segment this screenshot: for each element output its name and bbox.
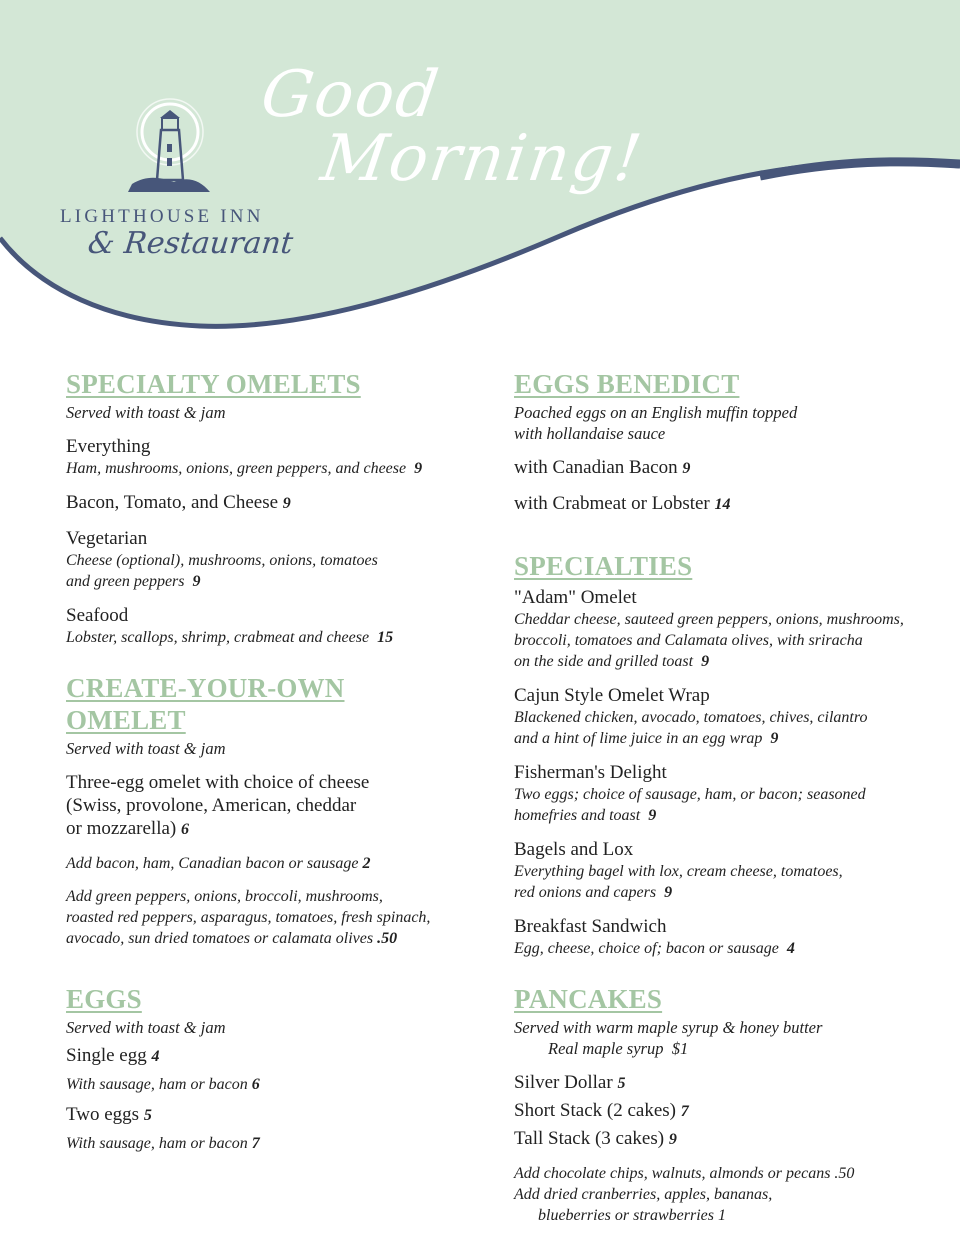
item-price: 7 (251, 1135, 260, 1152)
item-price: 4 (786, 940, 795, 957)
item-name: "Adam" Omelet (514, 587, 637, 608)
item-name: with Canadian Bacon 9 (514, 457, 691, 478)
right-column (514, 368, 934, 1226)
item-description: With sausage, ham or bacon 6 (66, 1076, 260, 1093)
item-price: 7 (680, 1103, 689, 1120)
item-description: Ham, mushrooms, onions, green peppers, and cheese 9 (66, 460, 423, 477)
menu-item (514, 492, 934, 516)
brand-name: LIGHTHOUSE INN (60, 206, 264, 227)
item-name: Vegetarian (66, 528, 148, 549)
section-pancakes (514, 983, 934, 1226)
section-subtitle: Poached eggs on an English muffin topped with hollandaise sauce (514, 403, 798, 443)
menu-item (514, 1127, 934, 1151)
item-description: With sausage, ham or bacon 7 (66, 1135, 260, 1152)
menu-item (514, 1071, 934, 1095)
section-eggs-benedict (514, 368, 934, 516)
add-on (514, 1163, 934, 1226)
item-name: Single egg 4 (66, 1045, 160, 1066)
brand-subtitle: & Restaurant (86, 226, 295, 261)
item-price: 1 (718, 1207, 726, 1224)
menu-item-option (66, 1133, 466, 1154)
item-price: 9 (664, 884, 673, 901)
menu-item (514, 456, 934, 480)
section-specialty-omelets (66, 368, 466, 648)
maple-syrup-option: Real maple syrup $1 (548, 1039, 689, 1058)
greeting-line-1: Good (256, 58, 445, 132)
item-price: 6 (251, 1076, 260, 1093)
section-title: PANCAKES (514, 984, 663, 1014)
item-name: Silver Dollar 5 (514, 1072, 626, 1093)
add-on-text: blueberries or strawberries 1 (538, 1207, 726, 1224)
item-name: Everything (66, 436, 151, 457)
add-on (66, 853, 466, 874)
section-title: SPECIALTIES (514, 551, 693, 581)
menu-item (514, 915, 934, 959)
item-price: 9 (414, 460, 423, 477)
section-title: EGGS (66, 984, 142, 1014)
menu-item (66, 771, 466, 841)
item-name: with Crabmeat or Lobster 14 (514, 493, 731, 514)
item-name: Three-egg omelet with choice of cheese (Swiss, provolone, American, cheddar or mozzarella) 6 (66, 772, 370, 839)
item-name: Two eggs 5 (66, 1104, 152, 1125)
item-description: Cheddar cheese, sauteed green peppers, onions, mushrooms, broccoli, tomatoes and Calamata olives, with sriracha on the side and grilled toast 9 (514, 611, 904, 670)
item-name: Cajun Style Omelet Wrap (514, 685, 710, 706)
item-price: .50 (834, 1165, 855, 1182)
section-subtitle: Served with warm maple syrup & honey butter (514, 1018, 823, 1037)
item-description: Lobster, scallops, shrimp, crabmeat and cheese 15 (66, 629, 394, 646)
section-title: SPECIALTY OMELETS (66, 369, 361, 399)
item-description: Cheese (optional), mushrooms, onions, tomatoes and green peppers 9 (66, 552, 378, 590)
item-price: 9 (648, 807, 657, 824)
item-name: Bagels and Lox (514, 839, 634, 860)
item-name: Bacon, Tomato, and Cheese 9 (66, 492, 291, 513)
item-price: 9 (682, 460, 691, 477)
add-on-text: Add chocolate chips, walnuts, almonds or pecans .50 (514, 1165, 855, 1182)
item-description: Everything bagel with lox, cream cheese, tomatoes, red onions and capers 9 (514, 863, 843, 901)
item-description: Blackened chicken, avocado, tomatoes, chives, cilantro and a hint of lime juice in an egg wrap 9 (514, 709, 868, 747)
menu-item (66, 1103, 466, 1127)
item-name: Tall Stack (3 cakes) 9 (514, 1128, 677, 1149)
item-price: 9 (668, 1131, 677, 1148)
item-description: Egg, cheese, choice of; bacon or sausage 4 (514, 940, 795, 957)
section-title: CREATE-YOUR-OWN OMELET (66, 673, 345, 735)
menu-item (514, 684, 934, 749)
item-price: 6 (180, 821, 189, 838)
item-price: 5 (617, 1075, 626, 1092)
item-price: 14 (714, 496, 731, 513)
item-name: Fisherman's Delight (514, 762, 667, 783)
menu-item (66, 604, 466, 648)
greeting-line-2: Morning! (316, 122, 648, 196)
section-subtitle: Served with toast & jam (66, 403, 226, 422)
lighthouse-icon (118, 92, 228, 202)
menu-item-option (66, 1074, 466, 1095)
menu-item (66, 1044, 466, 1068)
item-name: Seafood (66, 605, 129, 626)
section-subtitle: Served with toast & jam (66, 1018, 226, 1037)
item-price: 5 (143, 1107, 152, 1124)
item-price: 9 (282, 495, 291, 512)
item-name: Short Stack (2 cakes) 7 (514, 1100, 689, 1121)
section-specialties (514, 550, 934, 959)
menu-item (66, 527, 466, 592)
section-subtitle: Served with toast & jam (66, 739, 226, 758)
add-on-text: Add green peppers, onions, broccoli, mushrooms, roasted red peppers, asparagus, tomatoes, fresh spinach, avocado, sun dried tomatoes or calamata olives .50 (66, 888, 431, 947)
item-price: .50 (377, 930, 398, 947)
left-column (66, 368, 466, 1154)
item-price: 2 (362, 855, 371, 872)
menu-item (66, 491, 466, 515)
item-price: 4 (151, 1048, 160, 1065)
menu-item (66, 435, 466, 479)
menu-item (514, 586, 934, 672)
section-create-your-own (66, 672, 466, 949)
item-name: Breakfast Sandwich (514, 916, 667, 937)
add-on-text: Add bacon, ham, Canadian bacon or sausage 2 (66, 855, 371, 872)
section-title: EGGS BENEDICT (514, 369, 740, 399)
menu-item (514, 838, 934, 903)
add-on-text: Add dried cranberries, apples, bananas, (514, 1186, 773, 1203)
item-price: 15 (377, 629, 394, 646)
add-on (66, 886, 466, 949)
item-price: 9 (192, 573, 201, 590)
item-price: 9 (701, 653, 710, 670)
item-price: 9 (770, 730, 779, 747)
menu-item (514, 761, 934, 826)
menu-item (514, 1099, 934, 1123)
item-price: $1 (671, 1039, 689, 1058)
item-description: Two eggs; choice of sausage, ham, or bacon; seasoned homefries and toast 9 (514, 786, 866, 824)
section-eggs (66, 983, 466, 1154)
